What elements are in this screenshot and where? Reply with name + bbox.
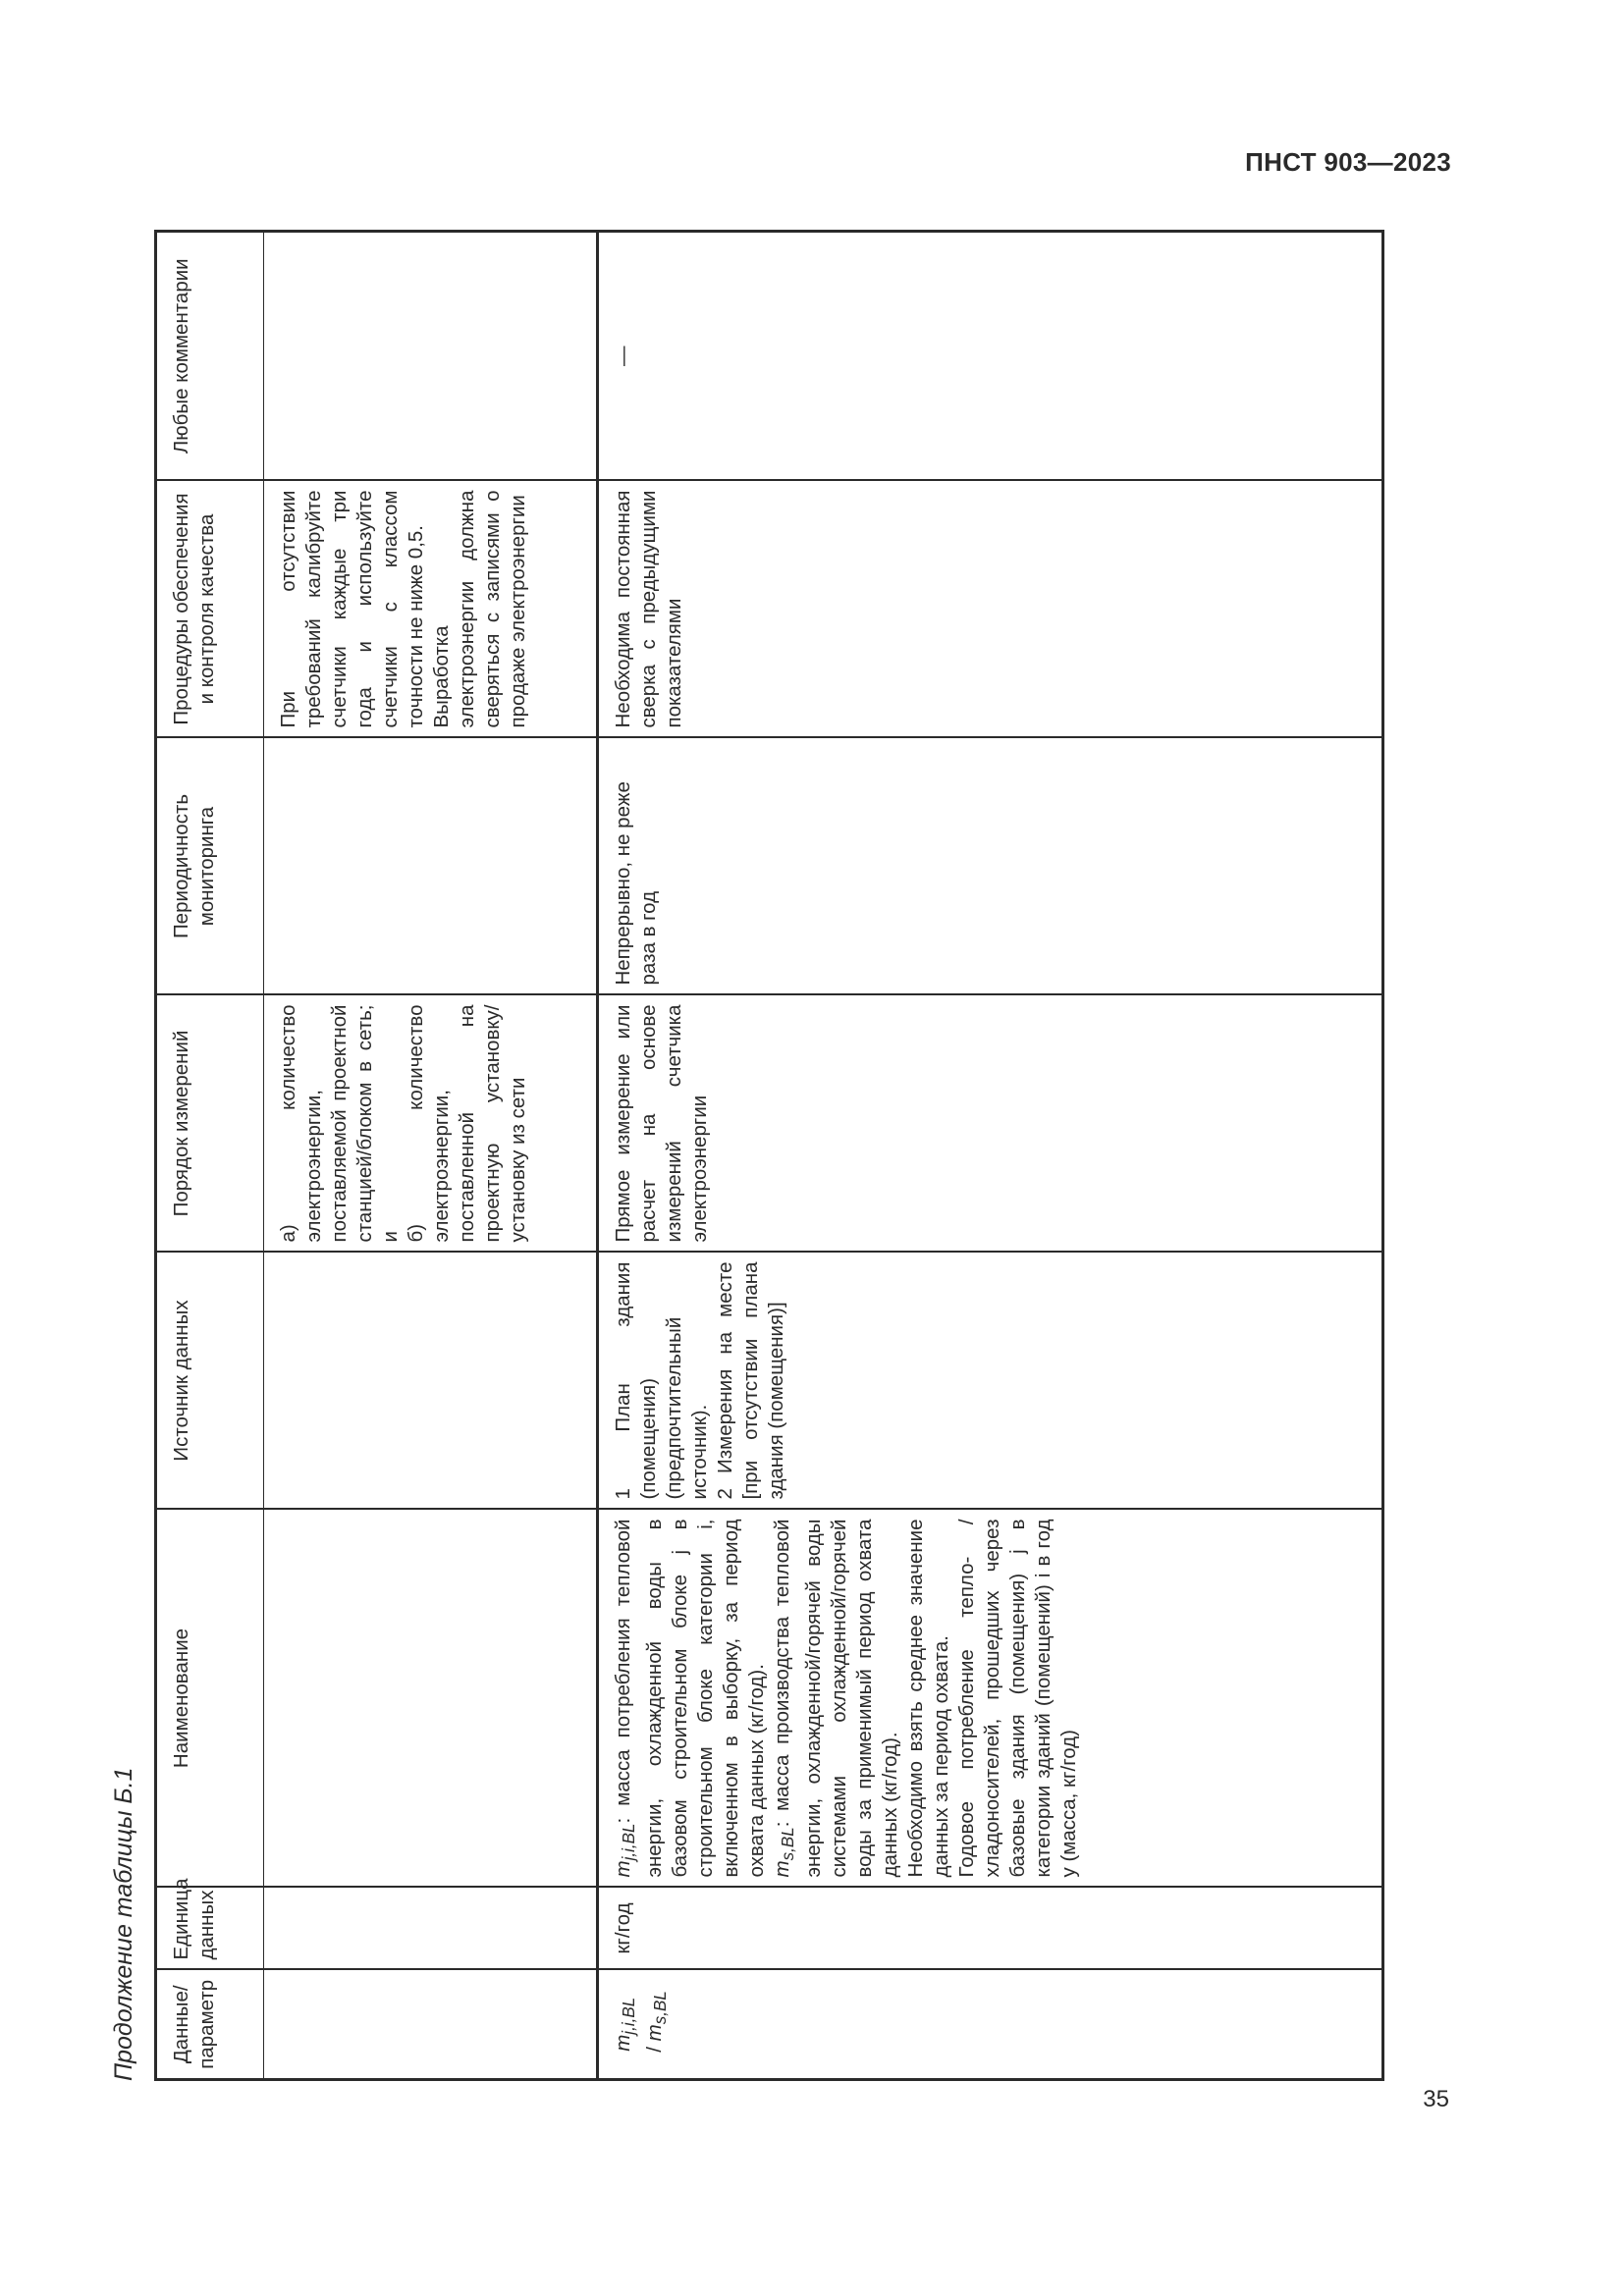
cell-name <box>264 1510 598 1888</box>
cell-unit: кг/год <box>598 1888 1383 1970</box>
table-caption: Продолжение таблицы Б.1 <box>110 1767 137 2081</box>
cell-qa: Необходима постоянная сверка с предыдущими показателями <box>598 481 1383 738</box>
def2-subscript: s,BL <box>779 1827 798 1861</box>
document-code: ПНСТ 903—2023 <box>1245 147 1451 177</box>
cell-unit <box>264 1888 598 1970</box>
def1-text: : масса потребления тепловой энергии, охлажденной воды в базовом строительном блоке j в строительном блоке категории i, включенном в выборку, за период охвата данных (кг/год). <box>612 1519 769 1878</box>
definition-2 <box>770 1520 903 1878</box>
table-row <box>264 232 598 2080</box>
cell-source <box>264 1253 598 1510</box>
cell-comments: — <box>598 232 1383 481</box>
definition-1 <box>611 1520 770 1878</box>
param-symbol-b: m <box>643 2024 667 2042</box>
cell-data-param <box>598 1970 1383 2080</box>
source-item-1: 1 План здания (помещения) (предпочтительный источник). <box>612 1261 711 1500</box>
param-sub-b: s,BL <box>651 1991 671 2025</box>
table-header-row <box>156 232 264 2080</box>
header-qa: Процедуры обеспечения и контроля качества <box>156 481 264 738</box>
def1-subscript: j,i,BL <box>620 1823 639 1861</box>
cell-procedure <box>264 995 598 1253</box>
page-number: 35 <box>1423 2086 1449 2112</box>
procedure-item-a: а) количество электроэнергии, поставляемой проектной станцией/блоком в сеть; и <box>277 1004 402 1243</box>
table-row <box>598 232 1383 2080</box>
cell-comments <box>264 232 598 481</box>
cell-data-param <box>264 1970 598 2080</box>
def2-text: : масса производства тепловой энергии, охлажденной/горячей воды системами охлажденной/горячей воды за применимый период охвата данных (кг/год). <box>771 1519 902 1878</box>
header-comments: Любые комментарии <box>156 232 264 481</box>
header-name: Наименование <box>156 1510 264 1888</box>
procedure-item-b: б) количество электроэнергии, поставленной на проектную установку/установку из сети <box>405 1004 529 1243</box>
param-separator: / <box>643 2041 667 2058</box>
cell-source <box>598 1253 1383 1510</box>
param-symbol-a: m <box>612 2034 634 2052</box>
data-table <box>154 230 1384 2081</box>
qa-text-2: Выработка электроэнергии должна сверяться с записями о продаже электроэнергии <box>430 490 529 728</box>
source-item-2: 2 Измерения на месте [при отсутствии плана здания (помещения)] <box>714 1261 787 1500</box>
header-unit: Единица данных <box>156 1888 264 1970</box>
cell-name <box>598 1510 1383 1888</box>
param-sub-a: j,i,BL <box>620 1997 639 2035</box>
header-frequency: Периодичность мониторинга <box>156 738 264 995</box>
definition-4: Годовое потребление тепло- / хладоносителей, прошедших через базовые здания (помещения) j в категории зданий (помещений) i в год y (масса, кг/год) <box>955 1519 1081 1878</box>
header-procedure: Порядок измерений <box>156 995 264 1253</box>
rotated-table-container <box>154 233 1384 2081</box>
definition-3: Необходимо взять среднее значение данных за период охвата. <box>904 1519 953 1878</box>
header-source: Источник данных <box>156 1253 264 1510</box>
cell-qa <box>264 481 598 738</box>
cell-procedure: Прямое измерение или расчет на основе измерений счетчика электроэнергии <box>598 995 1383 1253</box>
cell-frequency <box>264 738 598 995</box>
cell-frequency: Непрерывно, не реже раза в год <box>598 738 1383 995</box>
header-data-param: Данные/ параметр <box>156 1970 264 2080</box>
def1-symbol: m <box>612 1860 634 1878</box>
def2-symbol: m <box>771 1860 794 1878</box>
qa-text-1: При отсутствии требований калибруйте счетчики каждые три года и используйте счетчики с классом точности не ниже 0,5. <box>277 490 427 728</box>
